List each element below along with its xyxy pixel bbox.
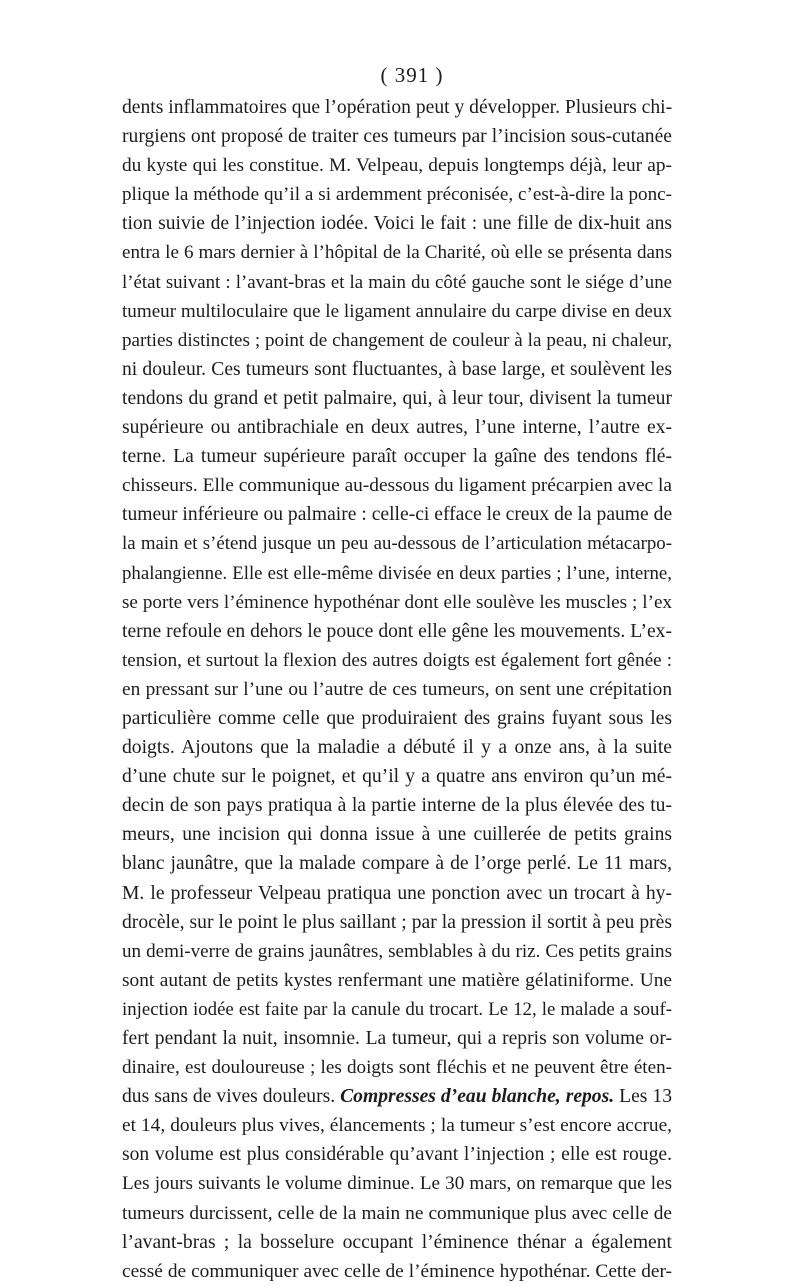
text-line: en pressant sur l’une ou l’autre de ces tumeurs, on sent une crépitation — [122, 678, 672, 700]
text-line: son volume est plus considérable qu’avant l’injection ; elle est rouge. — [122, 1144, 672, 1166]
text-line: blanc jaunâtre, que la malade compare à de l’orge perlé. Le 11 mars, — [122, 853, 672, 875]
text-line-with-emphasis — [122, 1082, 672, 1111]
text-line: dinaire, est douloureuse ; les doigts sont fléchis et ne peuvent être éten- — [122, 1057, 672, 1079]
text-line: parties distinctes ; point de changement de couleur à la peau, ni chaleur, — [122, 329, 672, 351]
text-line: la main et s’étend jusque un peu au-dessous de l’articulation métacarpo- — [122, 533, 672, 555]
text-line: cessé de communiquer avec celle de l’éminence hypothénar. Cette der- — [122, 1260, 672, 1282]
text-line: l’état suivant : l’avant-bras et la main du côté gauche sont le siége d’une — [122, 271, 672, 293]
text-line: particulière comme celle que produiraient des grains fuyant sous les — [122, 707, 672, 729]
text-line: meurs, une incision qui donna issue à une cuillerée de petits grains — [122, 824, 672, 846]
text-line: d’une chute sur le poignet, et qu’il y a quatre ans environ qu’un mé- — [122, 766, 672, 788]
text-line: sont autant de petits kystes renfermant une matière gélatiniforme. Une — [122, 969, 672, 991]
text-run: dus sans de vives douleurs. — [122, 1086, 341, 1108]
body-text — [122, 93, 672, 1286]
text-line: ni douleur. Ces tumeurs sont fluctuantes, à base large, et soulèvent les — [122, 358, 672, 380]
text-line: dents inflammatoires que l’opération peut y développer. Plusieurs chi- — [122, 97, 672, 118]
text-run: Les 13 — [614, 1086, 672, 1108]
text-line: doigts. Ajoutons que la maladie a débuté il y a onze ans, à la suite — [122, 737, 672, 759]
page-number: ( 391 ) — [380, 63, 444, 87]
text-line: fert pendant la nuit, insomnie. La tumeur, qui a repris son volume or- — [122, 1028, 672, 1049]
text-line: tension, et surtout la flexion des autres doigts est également fort gênée : — [122, 649, 672, 671]
text-line: entra le 6 mars dernier à l’hôpital de la Charité, où elle se présenta dans — [122, 242, 672, 264]
text-line: supérieure ou antibrachiale en deux autres, l’une interne, l’autre ex- — [122, 417, 672, 439]
text-line: tendons du grand et petit palmaire, qui, à leur tour, divisent la tumeur — [122, 387, 672, 409]
text-line: tion suivie de l’injection iodée. Voici le fait : une fille de dix-huit ans — [122, 213, 672, 235]
text-line: tumeur inférieure ou palmaire : celle-ci efface le creux de la paume de — [122, 504, 672, 526]
text-line: drocèle, sur le point le plus saillant ; par la pression il sortit à peu près — [122, 911, 672, 933]
text-line: terne refoule en dehors le pouce dont elle gêne les mouvements. L’ex- — [122, 620, 672, 642]
text-line: chisseurs. Elle communique au-dessous du ligament précarpien avec la — [122, 475, 672, 497]
text-line: un demi-verre de grains jaunâtres, semblables à du riz. Ces petits grains — [122, 940, 672, 962]
text-line: l’avant-bras ; la bosselure occupant l’éminence thénar a également — [122, 1231, 672, 1253]
text-line: phalangienne. Elle est elle-même divisée en deux parties ; l’une, interne, — [122, 562, 672, 584]
text-line: tumeur multiloculaire que le ligament annulaire du carpe divise en deux — [122, 300, 672, 322]
text-line: plique la méthode qu’il a si ardemment préconisée, c’est-à-dire la ponc- — [122, 184, 672, 206]
text-line: et 14, douleurs plus vives, élancements ; la tumeur s’est encore accrue, — [122, 1115, 672, 1137]
text-line: tumeurs durcissent, celle de la main ne communique plus avec celle de — [122, 1202, 672, 1224]
text-line: M. le professeur Velpeau pratiqua une ponction avec un trocart à hy- — [122, 882, 672, 904]
text-line: terne. La tumeur supérieure paraît occuper la gaîne des tendons flé- — [122, 446, 672, 468]
emphasized-text: Compresses d’eau blanche, repos. — [340, 1086, 615, 1108]
text-line: se porte vers l’éminence hypothénar dont elle soulève les muscles ; l’ex — [122, 591, 672, 613]
text-line: rurgiens ont proposé de traiter ces tumeurs par l’incision sous-cutanée — [122, 126, 672, 148]
text-line: decin de son pays pratiqua à la partie interne de la plus élevée des tu- — [122, 795, 672, 817]
text-line: injection iodée est faite par la canule du trocart. Le 12, le malade a souf- — [122, 998, 672, 1020]
text-line: du kyste qui les constitue. M. Velpeau, depuis longtemps déjà, leur ap- — [122, 155, 672, 177]
text-line: Les jours suivants le volume diminue. Le 30 mars, on remarque que les — [122, 1173, 672, 1195]
